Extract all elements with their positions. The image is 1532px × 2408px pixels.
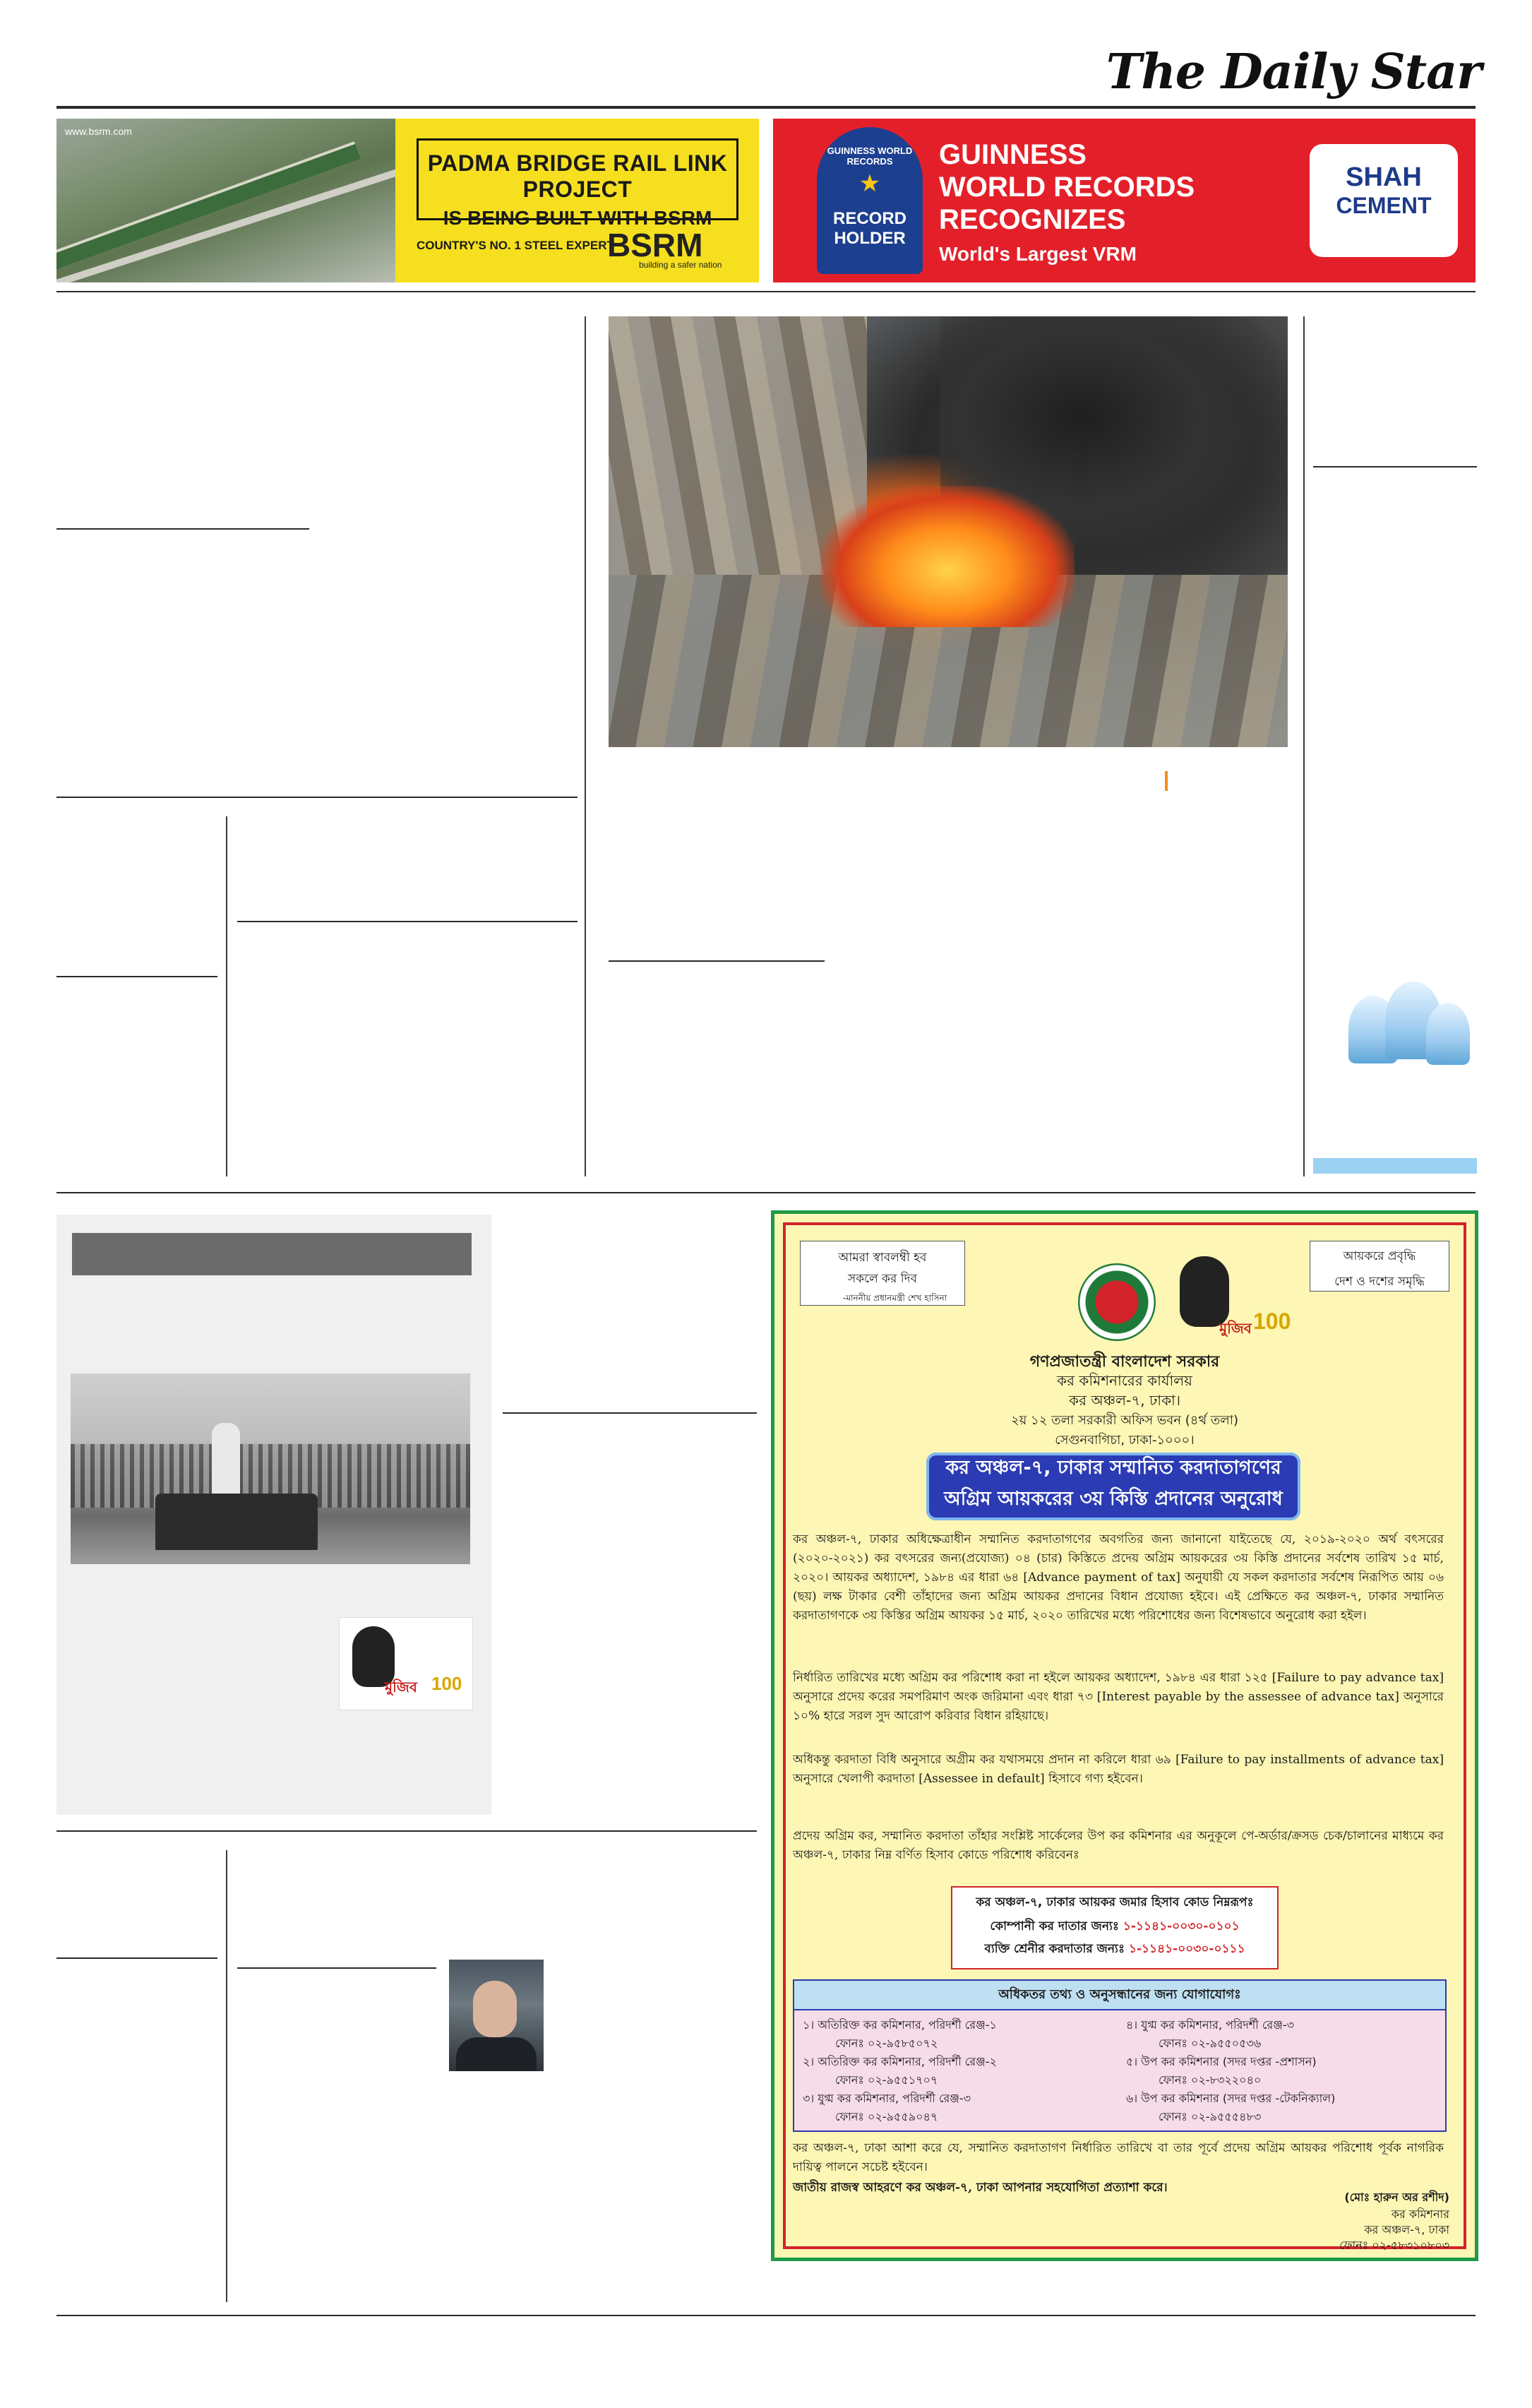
contact-name: ২। অতিরিক্ত কর কমিশনার, পরিদর্শী রেঞ্জ-২ [803,2055,997,2068]
figure [212,1423,240,1501]
column-rule [1303,316,1305,1176]
mujib-100-logo [339,1617,473,1710]
office-name: কর কমিশনারের কার্যালয় [1057,1372,1192,1389]
article-divider [56,1830,757,1832]
slogan-left-attribution: -মাননীয় প্রধানমন্ত্রী শেখ হাসিনা [843,1293,947,1303]
section-divider [56,291,1476,292]
article-divider [503,1412,757,1414]
flames [820,486,1075,627]
slogan-left-line-2: সকলে কর দিব [848,1272,917,1286]
mujib-logo-number: 100 [431,1673,462,1694]
bsrm-logo-subtitle: building a safer nation [639,260,722,270]
head [473,1981,517,2037]
code-individual-label: ব্যক্তি শ্রেনীর করদাতার জন্যঃ [984,1942,1125,1956]
zone-name: কর অঞ্চল-৭, ঢাকা। [1068,1392,1181,1409]
historic-parade-photo[interactable] [71,1373,470,1564]
page-bottom-rule [56,2315,1476,2316]
guinness-badge [817,127,923,274]
mujib-100-logo [1170,1251,1291,1342]
ad-slogan-right [1310,1241,1449,1292]
ad-closing-paragraph: কর অঞ্চল-৭, ঢাকা আশা করে যে, সম্মানিত করদাতাগণ নির্ধারিত তারিখে বা তার পূর্বে প্রদেয় অগ্রিম আয়কর পরিশোধ পূর্বক নাগরিক দায়িত্ব পালনে সচেষ্ট হইবেন। [793,2141,1444,2174]
slogan-left-line-1: আমরা স্বাবলম্বী হব [838,1251,927,1265]
column-rule [226,1850,227,2302]
signature-zone: কর অঞ্চল-৭, ঢাকা [1364,2223,1449,2236]
mujib-logo-word: মুজিব [385,1680,417,1695]
star-icon: ★ [858,170,881,197]
code-company-row [952,1917,1277,1937]
rail-bridge-photo [56,119,395,282]
bsrm-headline-2: IS BEING BUILT WITH BSRM [443,207,712,229]
code-title: কর অঞ্চল-৭, ঢাকার আয়কর জমার হিসাব কোড নিম্নরূপঃ [976,1895,1254,1909]
article-divider [56,528,309,530]
ad-closing-line: জাতীয় রাজস্ব আহরণে কর অঞ্চল-৭, ঢাকা আপনার সহযোগিতা প্রত্যাশা করে। [793,2181,1168,2195]
bsrm-ad[interactable] [395,119,759,282]
weinstein-photo[interactable] [449,1960,544,2071]
shah-headline-2: WORLD RECORDS [939,172,1195,203]
article-divider [237,921,578,922]
shah-logo-line-1: SHAH [1346,162,1422,192]
accent-mark [1165,771,1168,791]
address-line-2: সেগুনবাগিচা, ঢাকা-১০০০। [1055,1433,1195,1448]
contact-name: ৪। যুগ্ম কর কমিশনার, পরিদর্শী রেঞ্জ-৩ [1126,2018,1295,2032]
shah-logo-line-2: CEMENT [1336,193,1432,218]
mosque-dome-icon [1343,982,1477,1073]
banner-advertisement[interactable] [56,119,1476,282]
contact-name: ১। অতিরিক্ত কর কমিশনার, পরিদর্শী রেঞ্জ-১ [803,2018,997,2032]
contact-phone: ফোনঃ ০২-৯৫৮৫০৭২ [835,2037,938,2050]
contact-table [793,1979,1447,2132]
ad-title-line-2: অগ্রিম আয়করের ৩য় কিস্তি প্রদানের অনুরোধ [944,1488,1283,1510]
mujib-logo-number: 100 [1253,1309,1291,1334]
code-company-label: কোম্পানী কর দাতার জন্যঃ [990,1919,1119,1933]
contact-name: ৬। উপ কর কমিশনার (সদর দপ্তর -টেকনিক্যাল) [1126,2092,1336,2105]
ad-title-box [926,1453,1300,1520]
code-company-value: ১-১১৪১-০০৩০-০১০১ [1123,1919,1240,1933]
article-divider [56,797,578,798]
blue-bar [1313,1158,1477,1174]
government-emblem-icon [1078,1263,1156,1341]
contact-column-right [1126,2016,1437,2126]
article-divider [609,960,825,962]
code-individual-value: ১-১১৪১-০০৩০-০১১১ [1128,1942,1245,1956]
ad-paragraph: অধিকন্তু করদাতা বিধি অনুসারে অগ্রীম কর যথাসময়ে প্রদান না করিলে ধারা ৬৯ [Failure to pay installments of advance tax] অনুসারে খেলাপী করদাতা [Assessee in default] হিসাবে গণ্য হইবেন। [793,1753,1444,1786]
contact-column-left [803,2016,1113,2126]
address-line-1: ২য় ১২ তলা সরকারী অফিস ভবন (৪র্থ তলা) [1010,1413,1238,1428]
ad-paragraph: নির্ধারিত তারিখের মধ্যে অগ্রিম কর পরিশোধ করা না হইলে আয়কর অধ্যাদেশ, ১৯৮৪ এর ধারা ১২৫ [Failure to pay advance tax] অনুসারে প্রদেয় করের সমপরিমাণ অংক জরিমানা এবং ধারা ৭৩ [Interest payable by the assessee of advance tax] অনুসারে ১০% হারে সরল সুদ আরোপ করিবার বিধান রহিয়াছে। [793,1671,1444,1723]
column-rule [226,816,227,1176]
article-divider [1313,466,1477,467]
contact-phone: ফোনঃ ০২-৮৩২২০৪০ [1159,2073,1262,2087]
contact-name: ৫। উপ কর কমিশনার (সদর দপ্তর -প্রশাসন) [1126,2055,1317,2068]
signature-name: (মোঃ হারুন অর রশীদ) [1344,2191,1449,2204]
shah-cement-ad[interactable] [773,119,1476,282]
fire-slum-photo[interactable] [609,316,1288,747]
banner-url: www.bsrm.com [65,126,132,137]
bsrm-tagline: COUNTRY'S NO. 1 STEEL EXPERT [417,239,614,252]
ad-title-line-1: কর অঞ্চল-৭, ঢাকার সম্মানিত করদাতাগণের [945,1457,1281,1479]
signature-phone: ফোনঃ ০২-৫৮৩১০৮০৩ [1339,2239,1449,2252]
column-rule [585,316,586,1176]
bsrm-headline-box [417,138,738,229]
guinness-badge-ring-text: GUINNESS WORLD RECORDS [827,145,913,167]
slogan-right-line-1: আয়করে প্রবৃদ্ধি [1343,1249,1416,1263]
portrait-silhouette [1180,1256,1229,1327]
contact-phone: ফোনঃ ০২-৯৫৫৫৪৮৩ [1159,2110,1262,2123]
section-divider [56,1192,1476,1193]
masthead-rule [56,106,1476,109]
contact-name: ৩। যুগ্ম কর কমিশনার, পরিদর্শী রেঞ্জ-৩ [803,2092,971,2105]
suit [456,2037,537,2071]
contact-phone: ফোনঃ ০২-৯৫৫১৭০৭ [835,2073,938,2087]
masthead-logo[interactable]: The Daily Star [1106,44,1481,100]
ad-slogan-left [800,1241,965,1306]
code-individual-row [952,1940,1277,1960]
shah-cement-logo [1310,144,1458,257]
tax-advertisement[interactable] [771,1210,1478,2261]
shah-headline [939,138,1195,236]
ad-paragraph: প্রদেয় অগ্রিম কর, সম্মানিত করদাতা তাঁহার সংশ্লিষ্ট সার্কেলের উপ কর কমিশনার এর অনুকূলে পে-অর্ডার/ক্রসড চেক/চালানের মাধ্যমে কর অঞ্চল-৭, ঢাকার নিম্ন বর্ণিত হিসাব কোডে পরিশোধ করিবেনঃ [793,1829,1444,1862]
mujib-logo-word: মুজিব [1219,1321,1252,1337]
signature-title: কর কমিশনার [1391,2207,1449,2221]
bridge-shape [56,168,395,282]
shah-headline-1: GUINNESS [939,139,1087,170]
slogan-right-line-2: দেশ ও দশের সমৃদ্ধি [1334,1275,1425,1289]
contact-phone: ফোনঃ ০২-৯৫৫৯০৪৭ [835,2110,938,2123]
shah-headline-3: RECOGNIZES [939,204,1126,235]
gov-title: গণপ্রজাতন্ত্রী বাংলাদেশ সরকার [1029,1353,1220,1371]
article-divider [56,1957,217,1959]
account-code-box [951,1886,1279,1969]
bsrm-logo: BSRM [607,227,703,263]
contact-phone: ফোনঃ ০২-৯৫৫০৫৩৬ [1159,2037,1262,2050]
feature-header-bar [72,1233,472,1275]
article-divider [56,976,217,977]
train-shape [56,141,361,270]
jeep [155,1494,318,1550]
ad-paragraph: কর অঞ্চল-৭, ঢাকার অধিক্ষেত্রাধীন সম্মানিত করদাতাগণের অবগতির জন্য জানানো যাইতেছে যে, ২০১৯-২০২০ অর্থ বৎসরের (২০২০-২০২১) কর বৎসরের জন্য(প্রযোজ্য) ০৪ (চার) কিস্তিতে প্রদেয় অগ্রিম আয়করের ৩য় কিস্তি প্রদানের সর্বশেষ তারিখ ১৫ মার্চ, ২০২০। আয়কর অধ্যাদেশ, ১৯৮৪ এর ধারা ৬৪ [Advance payment of tax] অনুযায়ী যে সকল করদাতার সর্বশেষ নিরূপিত আয় ০৬ (ছয়) লক্ষ টাকার বেশী তাঁহাদের জন্য অগ্রিম আয়কর প্রদানের বিধান প্রযোজ্য হইবে। এই প্রেক্ষিতে কর অঞ্চল-৭, ঢাকার সম্মানিত করদাতাগণকে ৩য় কিস্তির অগ্রিম আয়কর ১৫ মার্চ, ২০২০ তারিখের মধ্যে পরিশোধের জন্য বিশেষভাবে অনুরোধ করা হইল। [793,1532,1444,1623]
bsrm-headline-1: PADMA BRIDGE RAIL LINK PROJECT [427,150,728,202]
shah-subline: World's Largest VRM [939,243,1137,265]
record-holder-text: RECORD HOLDER [832,209,906,248]
dome-shape [1426,1003,1470,1065]
article-divider [237,1967,436,1969]
contact-header: অধিকতর তথ্য ও অনুসন্ধানের জন্য যোগাযোগঃ [794,1981,1445,2010]
